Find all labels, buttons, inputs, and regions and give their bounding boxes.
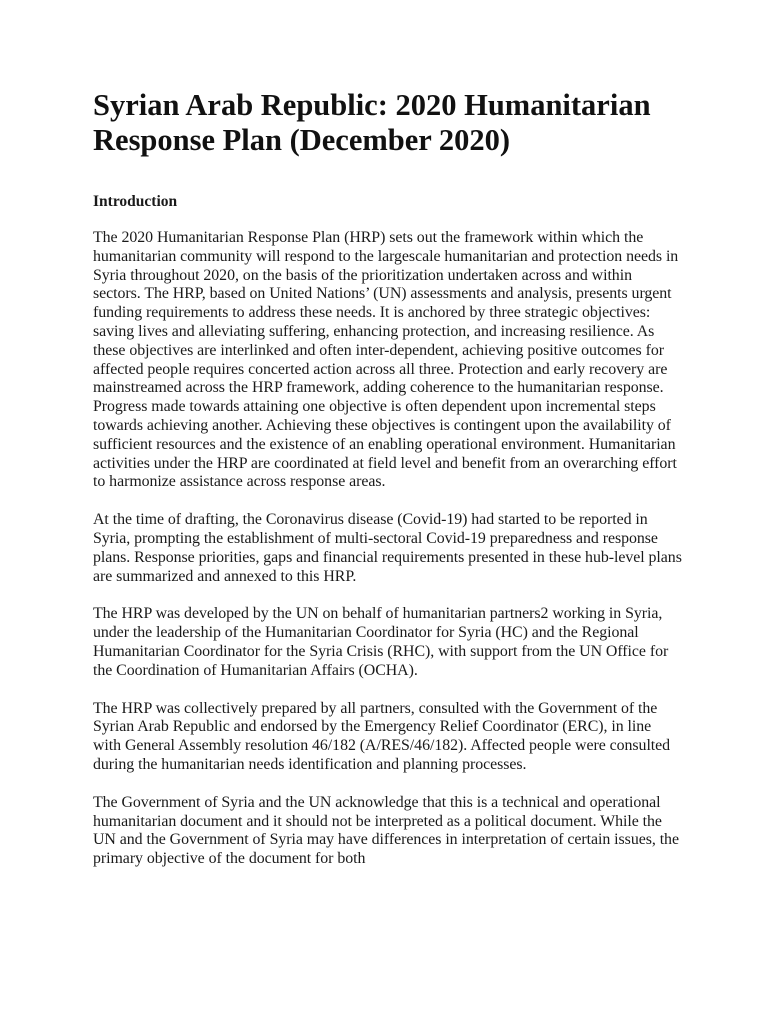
paragraph-covid: At the time of drafting, the Coronavirus disease (Covid-19) had started to be reported in Syria, prompting the establishment of multi-sectoral Covid-19 preparedness and response plans. Response priorities, gaps and financial requirements presented in these hub-level plans are summarized and annexed to this HRP.: [93, 511, 682, 585]
section-heading-introduction: Introduction: [93, 193, 178, 210]
document-page: [93, 88, 683, 888]
paragraph-preparation: The HRP was collectively prepared by all partners, consulted with the Government of the Syrian Arab Republic and endorsed by the Emergency Relief Coordinator (ERC), in line with General Assembly resolution 46/182 (A/RES/46/182). Affected people were consulted during the humanitarian needs identification and planning processes.: [93, 699, 671, 773]
paragraph-development: The HRP was developed by the UN on behalf of humanitarian partners2 working in Syria, under the leadership of the Humanitarian Coordinator for Syria (HC) and the Regional Humanitarian Coordinator for the Syria Crisis (RHC), with support from the UN Office for the Coordination of Humanitarian Affairs (OCHA).: [93, 605, 669, 679]
paragraph-disclaimer: The Government of Syria and the UN acknowledge that this is a technical and operational humanitarian document and it should not be interpreted as a political document. While the UN and the Government of Syria may have differences in interpretation of certain issues, the primary objective of the document for both: [93, 793, 679, 868]
paragraph-overview: The 2020 Humanitarian Response Plan (HRP) sets out the framework within which the humanitarian community will respond to the largescale humanitarian and protection needs in Syria throughout 2020, on the basis of the prioritization undertaken across and within sectors. The HRP, based on United Nations’ (UN) assessments and analysis, presents urgent funding requirements to address these needs. It is anchored by three strategic objectives: saving lives and alleviating suffering, enhancing protection, and increasing resilience. As these objectives are interlinked and often inter-dependent, achieving positive outcomes for affected people requires concerted action across all three. Protection and early recovery are mainstreamed across the HRP framework, adding coherence to the humanitarian response. Progress made towards attaining one objective is often dependent upon incremental steps towards achieving another. Achieving these objectives is contingent upon the availability of sufficient resources and the existence of an enabling operational environment. Humanitarian activities under the HRP are coordinated at field level and benefit from an overarching effort to harmonize assistance across response areas.: [93, 229, 679, 491]
document-title: Syrian Arab Republic: 2020 Humanitarian Response Plan (December 2020): [93, 88, 651, 157]
